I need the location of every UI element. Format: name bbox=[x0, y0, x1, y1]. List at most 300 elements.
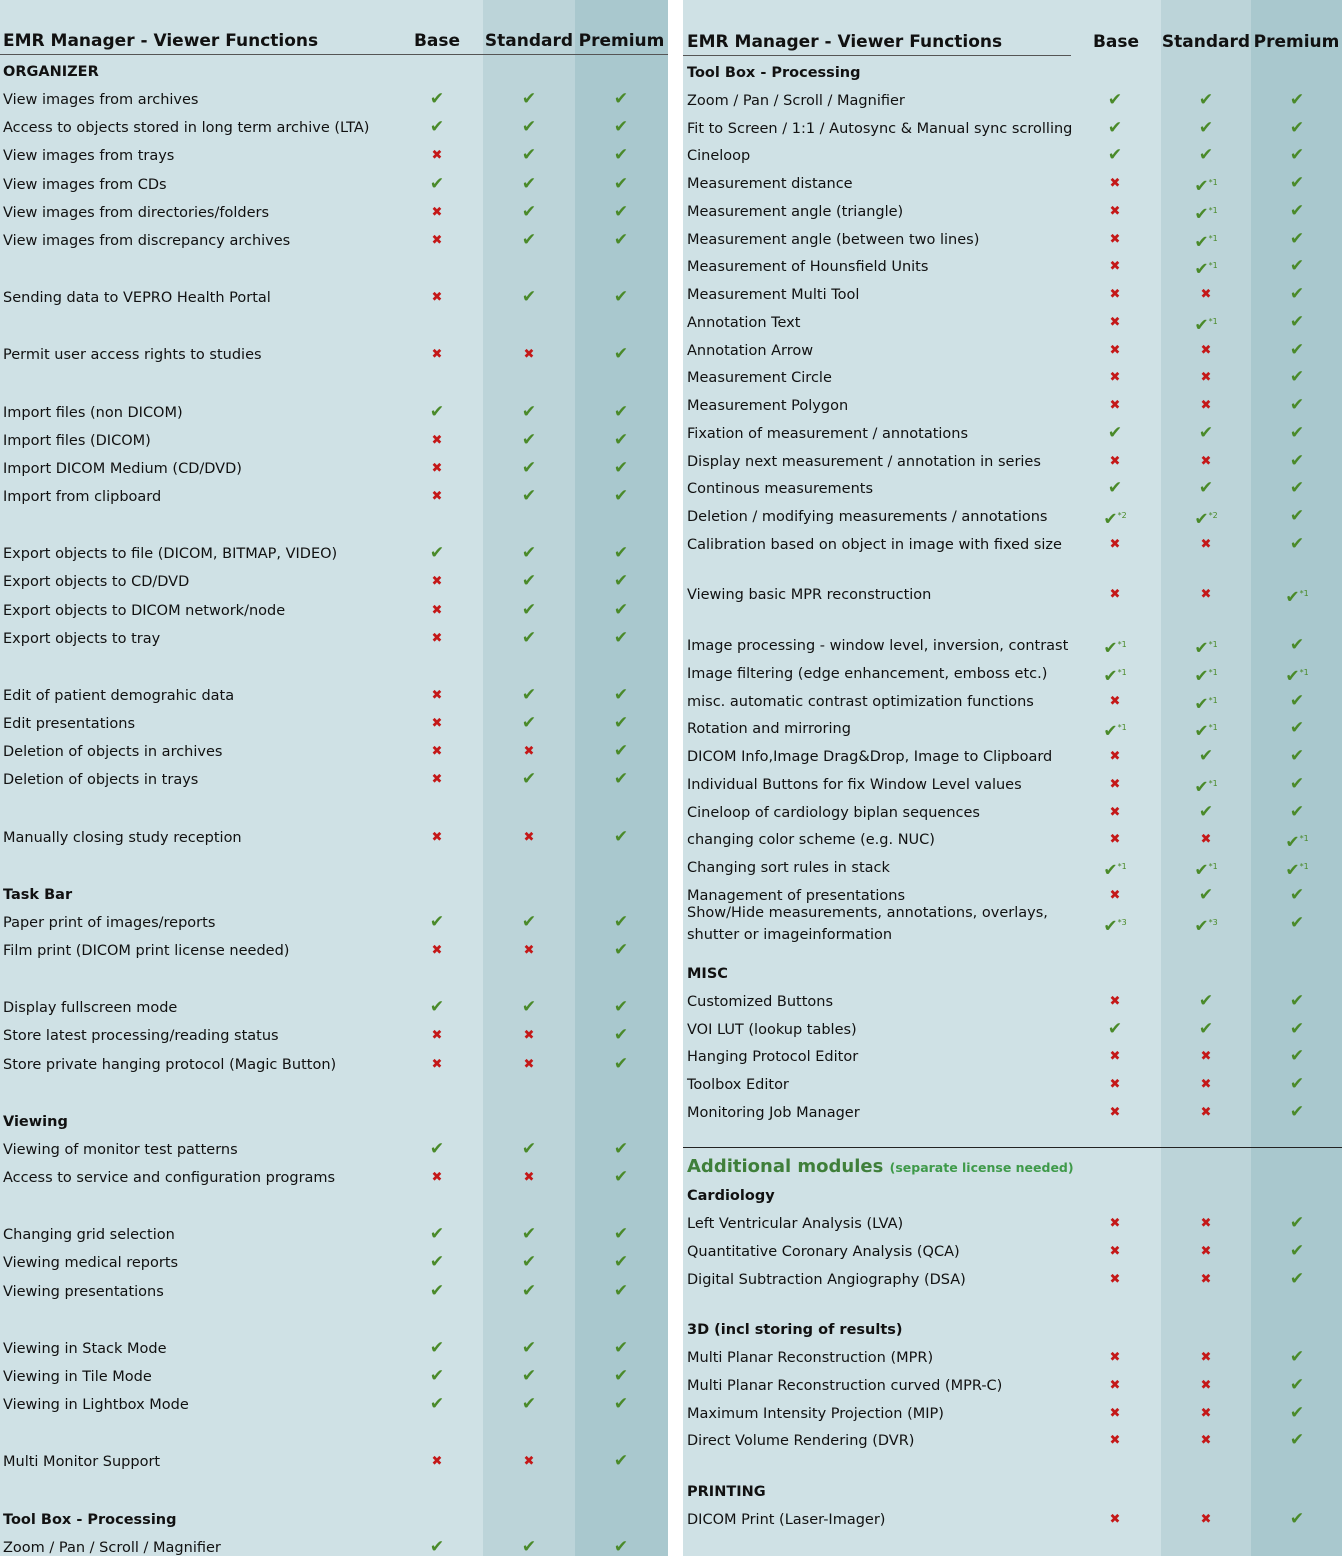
premium-check-icon bbox=[1277, 858, 1317, 880]
check-mark: ✔ bbox=[613, 684, 629, 705]
check-mark: ✔ bbox=[521, 1337, 537, 1358]
premium-check-icon bbox=[1277, 1431, 1317, 1449]
base-cross-icon bbox=[1095, 831, 1135, 849]
standard-check-icon bbox=[1186, 202, 1226, 224]
premium-check-icon bbox=[601, 118, 641, 136]
check-mark: ✔ bbox=[521, 543, 537, 564]
check-mark: ✔ bbox=[521, 1138, 537, 1159]
standard-check-icon bbox=[509, 572, 549, 590]
standard-check-icon bbox=[1186, 886, 1226, 904]
standard-check-icon bbox=[1186, 719, 1226, 741]
check-mark: ✔ bbox=[521, 457, 537, 478]
feature-row bbox=[0, 572, 668, 592]
base-cross-icon bbox=[1095, 258, 1135, 276]
check-mark: ✔ bbox=[429, 1138, 445, 1159]
base-cross-icon bbox=[417, 743, 457, 761]
base-cross-icon bbox=[417, 147, 457, 165]
section-label: Task Bar bbox=[3, 886, 73, 903]
feature-row bbox=[0, 487, 668, 507]
base-cross-icon bbox=[1095, 397, 1135, 415]
check-mark: ✔ bbox=[1107, 422, 1123, 443]
feature-label: Monitoring Job Manager bbox=[687, 1104, 860, 1121]
feature-row bbox=[683, 396, 1342, 416]
premium-check-icon bbox=[1277, 1075, 1317, 1093]
feature-label: Zoom / Pan / Scroll / Magnifier bbox=[3, 1539, 221, 1556]
premium-check-icon bbox=[1277, 1348, 1317, 1366]
premium-check-icon bbox=[1277, 230, 1317, 248]
feature-label: Digital Subtraction Angiography (DSA) bbox=[687, 1271, 966, 1288]
section-heading bbox=[0, 1112, 668, 1132]
check-mark: ✔ bbox=[1289, 1240, 1305, 1261]
standard-cross-icon bbox=[509, 1056, 549, 1074]
section-heading bbox=[0, 62, 668, 82]
standard-check-icon bbox=[1186, 174, 1226, 196]
feature-label: Access to objects stored in long term archive (LTA) bbox=[3, 120, 370, 137]
check-mark: ✔ bbox=[1289, 367, 1305, 388]
base-cross-icon bbox=[1095, 804, 1135, 822]
feature-row bbox=[683, 858, 1342, 881]
premium-check-icon bbox=[1277, 341, 1317, 359]
premium-check-icon bbox=[1277, 1404, 1317, 1422]
standard-cross-icon bbox=[1186, 1076, 1226, 1094]
check-mark: ✔ bbox=[613, 485, 629, 506]
section-divider bbox=[683, 1147, 1342, 1148]
check-mark: ✔ bbox=[429, 1536, 445, 1556]
cross-mark: ✖ bbox=[1109, 314, 1121, 330]
check-mark: ✔ bbox=[1289, 746, 1305, 767]
feature-label: Paper print of images/reports bbox=[3, 914, 216, 931]
standard-check-icon bbox=[1186, 1020, 1226, 1038]
feature-row bbox=[683, 146, 1342, 166]
feature-label: Display next measurement / annotation in series bbox=[687, 453, 1041, 470]
premium-check-icon bbox=[601, 1026, 641, 1044]
standard-cross-icon bbox=[1186, 1104, 1226, 1122]
base-cross-icon bbox=[1095, 314, 1135, 332]
standard-check-icon bbox=[509, 175, 549, 193]
premium-check-icon bbox=[1277, 886, 1317, 904]
check-mark: ✔ bbox=[429, 1224, 445, 1245]
cross-mark: ✖ bbox=[431, 488, 443, 504]
feature-label: Measurement Polygon bbox=[687, 398, 849, 414]
cross-mark: ✖ bbox=[1109, 1405, 1121, 1421]
premium-check-icon bbox=[601, 459, 641, 477]
feature-row bbox=[0, 1253, 668, 1273]
cross-mark: ✖ bbox=[1109, 259, 1121, 275]
premium-check-icon bbox=[1277, 747, 1317, 765]
feature-label: Maximum Intensity Projection (MIP) bbox=[687, 1405, 944, 1422]
footnote-marker: *1 bbox=[1117, 640, 1127, 650]
check-mark: ✔ bbox=[613, 429, 629, 450]
standard-check-icon bbox=[1186, 313, 1226, 335]
table-title: EMR Manager - Viewer Functions bbox=[3, 31, 319, 51]
standard-check-icon bbox=[1186, 119, 1226, 137]
cross-mark: ✖ bbox=[431, 290, 443, 306]
feature-row bbox=[0, 941, 668, 961]
feature-row bbox=[0, 1452, 668, 1472]
base-check-icon bbox=[417, 1339, 457, 1357]
section-heading bbox=[0, 885, 668, 905]
standard-cross-icon bbox=[1186, 453, 1226, 471]
cross-mark: ✖ bbox=[431, 1170, 443, 1186]
check-mark: ✔ bbox=[521, 401, 537, 422]
premium-check-icon bbox=[601, 686, 641, 704]
check-mark: ✔ bbox=[613, 940, 629, 961]
footnote-marker: *1 bbox=[1208, 667, 1218, 677]
premium-check-icon bbox=[1277, 1103, 1317, 1121]
feature-row bbox=[683, 830, 1342, 853]
feature-label: Display fullscreen mode bbox=[3, 1000, 178, 1017]
check-mark: ✔ bbox=[613, 1053, 629, 1074]
cross-mark: ✖ bbox=[431, 1454, 443, 1470]
standard-cross-icon bbox=[509, 1169, 549, 1187]
feature-row bbox=[0, 1168, 668, 1188]
standard-check-icon bbox=[509, 231, 549, 249]
base-cross-icon bbox=[1095, 1215, 1135, 1233]
check-mark: ✔ bbox=[1289, 1430, 1305, 1451]
feature-label: Hanging Protocol Editor bbox=[687, 1049, 859, 1066]
check-mark: ✔ bbox=[1289, 1046, 1305, 1067]
feature-label: Deletion of objects in trays bbox=[3, 772, 199, 789]
premium-check-icon bbox=[1277, 146, 1317, 164]
standard-cross-icon bbox=[1186, 536, 1226, 554]
check-mark: ✔ bbox=[613, 457, 629, 478]
check-mark: ✔ bbox=[1289, 884, 1305, 905]
standard-cross-icon bbox=[1186, 831, 1226, 849]
standard-check-icon bbox=[509, 459, 549, 477]
check-mark: ✔ bbox=[429, 89, 445, 110]
cross-mark: ✖ bbox=[431, 460, 443, 476]
feature-label: Individual Buttons for fix Window Level values bbox=[687, 776, 1022, 793]
feature-label: misc. automatic contrast optimization functions bbox=[687, 693, 1034, 710]
cross-mark: ✖ bbox=[1200, 1243, 1212, 1259]
feature-row bbox=[683, 424, 1342, 444]
premium-check-icon bbox=[1277, 174, 1317, 192]
standard-check-icon bbox=[509, 431, 549, 449]
premium-check-icon bbox=[1277, 914, 1317, 932]
base-cross-icon bbox=[1095, 1377, 1135, 1395]
check-mark: ✔ bbox=[1289, 256, 1305, 277]
standard-check-icon bbox=[1186, 664, 1226, 686]
base-cross-icon bbox=[1095, 1048, 1135, 1066]
check-mark: ✔ bbox=[1103, 721, 1118, 742]
footnote-marker: *1 bbox=[1117, 667, 1127, 677]
check-mark: ✔ bbox=[429, 911, 445, 932]
base-cross-icon bbox=[1095, 586, 1135, 604]
cross-mark: ✖ bbox=[1109, 1104, 1121, 1120]
cross-mark: ✖ bbox=[1109, 1350, 1121, 1366]
feature-label: Export objects to tray bbox=[3, 630, 161, 647]
feature-label: Store latest processing/reading status bbox=[3, 1028, 279, 1045]
check-mark: ✔ bbox=[1289, 990, 1305, 1011]
base-check-icon bbox=[1095, 1020, 1135, 1038]
cross-mark: ✖ bbox=[1109, 203, 1121, 219]
standard-check-icon bbox=[509, 1225, 549, 1243]
cross-mark: ✖ bbox=[1200, 1216, 1212, 1232]
table-title: EMR Manager - Viewer Functions bbox=[687, 32, 1003, 52]
feature-label: View images from trays bbox=[3, 148, 175, 165]
feature-row bbox=[0, 998, 668, 1018]
premium-check-icon bbox=[601, 90, 641, 108]
check-mark: ✔ bbox=[613, 911, 629, 932]
check-mark: ✔ bbox=[613, 713, 629, 734]
check-mark: ✔ bbox=[429, 997, 445, 1018]
feature-label: DICOM Print (Laser-Imager) bbox=[687, 1511, 886, 1528]
premium-column-header: Premium bbox=[1253, 32, 1340, 52]
standard-check-icon bbox=[509, 714, 549, 732]
standard-check-icon bbox=[1186, 992, 1226, 1010]
cross-mark: ✖ bbox=[431, 630, 443, 646]
check-mark: ✔ bbox=[1289, 506, 1305, 526]
cross-mark: ✖ bbox=[523, 829, 535, 845]
base-cross-icon bbox=[1095, 1511, 1135, 1529]
base-cross-icon bbox=[1095, 175, 1135, 193]
feature-label: Measurement angle (triangle) bbox=[687, 203, 904, 220]
check-mark: ✔ bbox=[1194, 777, 1209, 798]
base-check-icon bbox=[417, 403, 457, 421]
standard-check-icon bbox=[509, 403, 549, 421]
check-mark: ✔ bbox=[1285, 860, 1300, 881]
cross-mark: ✖ bbox=[523, 744, 535, 760]
check-mark: ✔ bbox=[1285, 588, 1300, 609]
check-mark: ✔ bbox=[429, 173, 445, 194]
standard-check-icon bbox=[509, 203, 549, 221]
cross-mark: ✖ bbox=[1109, 693, 1121, 709]
base-cross-icon bbox=[1095, 453, 1135, 471]
premium-check-icon bbox=[601, 1168, 641, 1186]
check-mark: ✔ bbox=[1194, 232, 1209, 253]
check-mark: ✔ bbox=[1194, 259, 1209, 280]
feature-row bbox=[683, 1047, 1342, 1067]
premium-check-icon bbox=[601, 1282, 641, 1300]
feature-row bbox=[0, 118, 668, 138]
standard-cross-icon bbox=[1186, 1349, 1226, 1367]
base-cross-icon bbox=[417, 942, 457, 960]
premium-check-icon bbox=[601, 403, 641, 421]
base-cross-icon bbox=[417, 715, 457, 733]
premium-check-icon bbox=[601, 288, 641, 306]
premium-check-icon bbox=[601, 1395, 641, 1413]
feature-row bbox=[0, 1395, 668, 1415]
feature-row bbox=[683, 119, 1342, 139]
premium-check-icon bbox=[1277, 992, 1317, 1010]
premium-check-icon bbox=[1277, 1047, 1317, 1065]
premium-check-icon bbox=[601, 998, 641, 1016]
standard-check-icon bbox=[509, 288, 549, 306]
feature-row bbox=[683, 773, 1342, 798]
feature-label: Viewing in Tile Mode bbox=[3, 1369, 152, 1385]
check-mark: ✔ bbox=[521, 287, 537, 308]
right-feature-table bbox=[683, 0, 1342, 1556]
check-mark: ✔ bbox=[1194, 638, 1209, 659]
check-mark: ✔ bbox=[521, 571, 537, 592]
base-cross-icon bbox=[417, 687, 457, 705]
feature-row bbox=[0, 686, 668, 706]
standard-check-icon bbox=[1186, 692, 1226, 714]
check-mark: ✔ bbox=[613, 89, 629, 110]
premium-check-icon bbox=[1277, 1376, 1317, 1394]
premium-check-icon bbox=[601, 1055, 641, 1073]
check-mark: ✔ bbox=[1289, 145, 1305, 166]
base-cross-icon bbox=[1095, 1349, 1135, 1367]
feature-label-line1: Show/Hide measurements, annotations, overlays, bbox=[687, 904, 1048, 921]
premium-check-icon bbox=[1277, 1242, 1317, 1260]
feature-row bbox=[683, 1103, 1342, 1123]
check-mark: ✔ bbox=[1289, 912, 1305, 933]
check-mark: ✔ bbox=[1198, 145, 1214, 166]
cross-mark: ✖ bbox=[1200, 453, 1212, 469]
check-mark: ✔ bbox=[1289, 718, 1305, 739]
standard-check-icon bbox=[1186, 775, 1226, 797]
cross-mark: ✖ bbox=[1109, 1377, 1121, 1393]
check-mark: ✔ bbox=[613, 997, 629, 1018]
premium-check-icon bbox=[1277, 479, 1317, 497]
cross-mark: ✖ bbox=[1109, 887, 1121, 903]
check-mark: ✔ bbox=[1194, 509, 1209, 530]
premium-check-icon bbox=[1277, 664, 1317, 686]
cross-mark: ✖ bbox=[1200, 587, 1212, 603]
cross-mark: ✖ bbox=[523, 1056, 535, 1072]
standard-cross-icon bbox=[1186, 342, 1226, 360]
footnote-marker: *1 bbox=[1208, 205, 1218, 215]
check-mark: ✔ bbox=[613, 769, 629, 790]
premium-check-icon bbox=[601, 742, 641, 760]
check-mark: ✔ bbox=[1103, 638, 1118, 659]
standard-check-icon bbox=[1186, 424, 1226, 442]
section-label: Cardiology bbox=[687, 1188, 775, 1205]
check-mark: ✔ bbox=[1198, 990, 1214, 1011]
cross-mark: ✖ bbox=[1200, 398, 1212, 413]
premium-check-icon bbox=[1277, 452, 1317, 470]
base-cross-icon bbox=[417, 289, 457, 307]
check-mark: ✔ bbox=[521, 1366, 537, 1386]
check-mark: ✔ bbox=[521, 599, 537, 620]
feature-row bbox=[0, 345, 668, 365]
standard-check-icon bbox=[509, 487, 549, 505]
feature-label: Rotation and mirroring bbox=[687, 721, 851, 738]
standard-cross-icon bbox=[1186, 1271, 1226, 1289]
feature-label bbox=[687, 902, 1048, 946]
base-check-icon bbox=[417, 1225, 457, 1243]
cross-mark: ✖ bbox=[1200, 1433, 1212, 1449]
footnote-marker: *1 bbox=[1299, 834, 1309, 844]
premium-check-icon bbox=[1277, 202, 1317, 220]
check-mark: ✔ bbox=[613, 1167, 629, 1188]
check-mark: ✔ bbox=[1289, 801, 1305, 822]
standard-cross-icon bbox=[1186, 1215, 1226, 1233]
base-check-icon bbox=[417, 1367, 457, 1385]
feature-row bbox=[0, 770, 668, 790]
additional-modules-label: Additional modules bbox=[687, 1155, 884, 1177]
base-cross-icon bbox=[1095, 1104, 1135, 1122]
check-mark: ✔ bbox=[613, 543, 629, 564]
cross-mark: ✖ bbox=[1109, 749, 1121, 765]
check-mark: ✔ bbox=[1194, 916, 1209, 937]
premium-check-icon bbox=[601, 770, 641, 788]
check-mark: ✔ bbox=[613, 117, 629, 138]
cross-mark: ✖ bbox=[1109, 453, 1121, 469]
premium-check-icon bbox=[601, 1367, 641, 1385]
cross-mark: ✖ bbox=[1109, 1271, 1121, 1287]
check-mark: ✔ bbox=[1289, 1374, 1305, 1395]
feature-row bbox=[683, 506, 1342, 530]
feature-label: Continous measurements bbox=[687, 481, 874, 498]
check-mark: ✔ bbox=[1285, 832, 1300, 853]
premium-check-icon bbox=[1277, 719, 1317, 737]
premium-check-icon bbox=[1277, 424, 1317, 442]
feature-label: Export objects to DICOM network/node bbox=[3, 602, 286, 619]
base-cross-icon bbox=[1095, 1432, 1135, 1450]
check-mark: ✔ bbox=[1103, 860, 1118, 881]
base-column-header: Base bbox=[413, 31, 461, 51]
check-mark: ✔ bbox=[1289, 1508, 1305, 1529]
premium-check-icon bbox=[1277, 313, 1317, 331]
standard-check-icon bbox=[1186, 636, 1226, 658]
feature-label: Viewing medical reports bbox=[3, 1255, 179, 1272]
standard-check-icon bbox=[509, 913, 549, 931]
feature-row bbox=[683, 904, 1342, 943]
premium-check-icon bbox=[601, 431, 641, 449]
cross-mark: ✖ bbox=[1200, 1350, 1212, 1366]
premium-check-icon bbox=[601, 1538, 641, 1556]
check-mark: ✔ bbox=[429, 1366, 445, 1386]
check-mark: ✔ bbox=[1194, 721, 1209, 742]
base-check-icon bbox=[417, 118, 457, 136]
feature-label: Manually closing study reception bbox=[3, 829, 242, 846]
check-mark: ✔ bbox=[521, 713, 537, 734]
base-cross-icon bbox=[417, 630, 457, 648]
check-mark: ✔ bbox=[1194, 315, 1209, 336]
cross-mark: ✖ bbox=[431, 943, 443, 959]
footnote-marker: *1 bbox=[1117, 723, 1127, 733]
standard-check-icon bbox=[509, 146, 549, 164]
footnote-marker: *1 bbox=[1208, 640, 1218, 650]
check-mark: ✔ bbox=[521, 229, 537, 250]
feature-row bbox=[683, 1020, 1342, 1040]
standard-check-icon bbox=[509, 770, 549, 788]
base-check-icon bbox=[417, 175, 457, 193]
additional-modules-heading bbox=[683, 1155, 1342, 1179]
check-mark: ✔ bbox=[1289, 690, 1305, 711]
feature-label: Direct Volume Rendering (DVR) bbox=[687, 1433, 915, 1450]
footnote-marker: *1 bbox=[1208, 178, 1218, 187]
feature-row bbox=[683, 200, 1342, 225]
footnote-marker: *1 bbox=[1208, 695, 1218, 705]
feature-row bbox=[0, 431, 668, 451]
check-mark: ✔ bbox=[613, 1280, 629, 1301]
feature-row bbox=[0, 146, 668, 166]
base-cross-icon bbox=[1095, 776, 1135, 794]
feature-row bbox=[0, 231, 668, 251]
base-check-icon bbox=[417, 1140, 457, 1158]
base-check-icon bbox=[1095, 91, 1135, 109]
feature-row bbox=[683, 368, 1342, 388]
base-check-icon bbox=[1095, 636, 1135, 658]
base-cross-icon bbox=[1095, 536, 1135, 554]
footnote-marker: *1 bbox=[1208, 316, 1218, 326]
cross-mark: ✖ bbox=[431, 1028, 443, 1044]
premium-check-icon bbox=[601, 1225, 641, 1243]
feature-label: Image filtering (edge enhancement, emboss etc.) bbox=[687, 665, 1048, 682]
base-check-icon bbox=[1095, 479, 1135, 497]
premium-check-icon bbox=[1277, 1510, 1317, 1528]
standard-check-icon bbox=[509, 601, 549, 619]
check-mark: ✔ bbox=[1194, 860, 1209, 881]
feature-label: Deletion of objects in archives bbox=[3, 744, 223, 761]
check-mark: ✔ bbox=[1107, 89, 1123, 110]
check-mark: ✔ bbox=[613, 1536, 629, 1556]
section-heading bbox=[683, 964, 1342, 984]
check-mark: ✔ bbox=[521, 117, 537, 138]
